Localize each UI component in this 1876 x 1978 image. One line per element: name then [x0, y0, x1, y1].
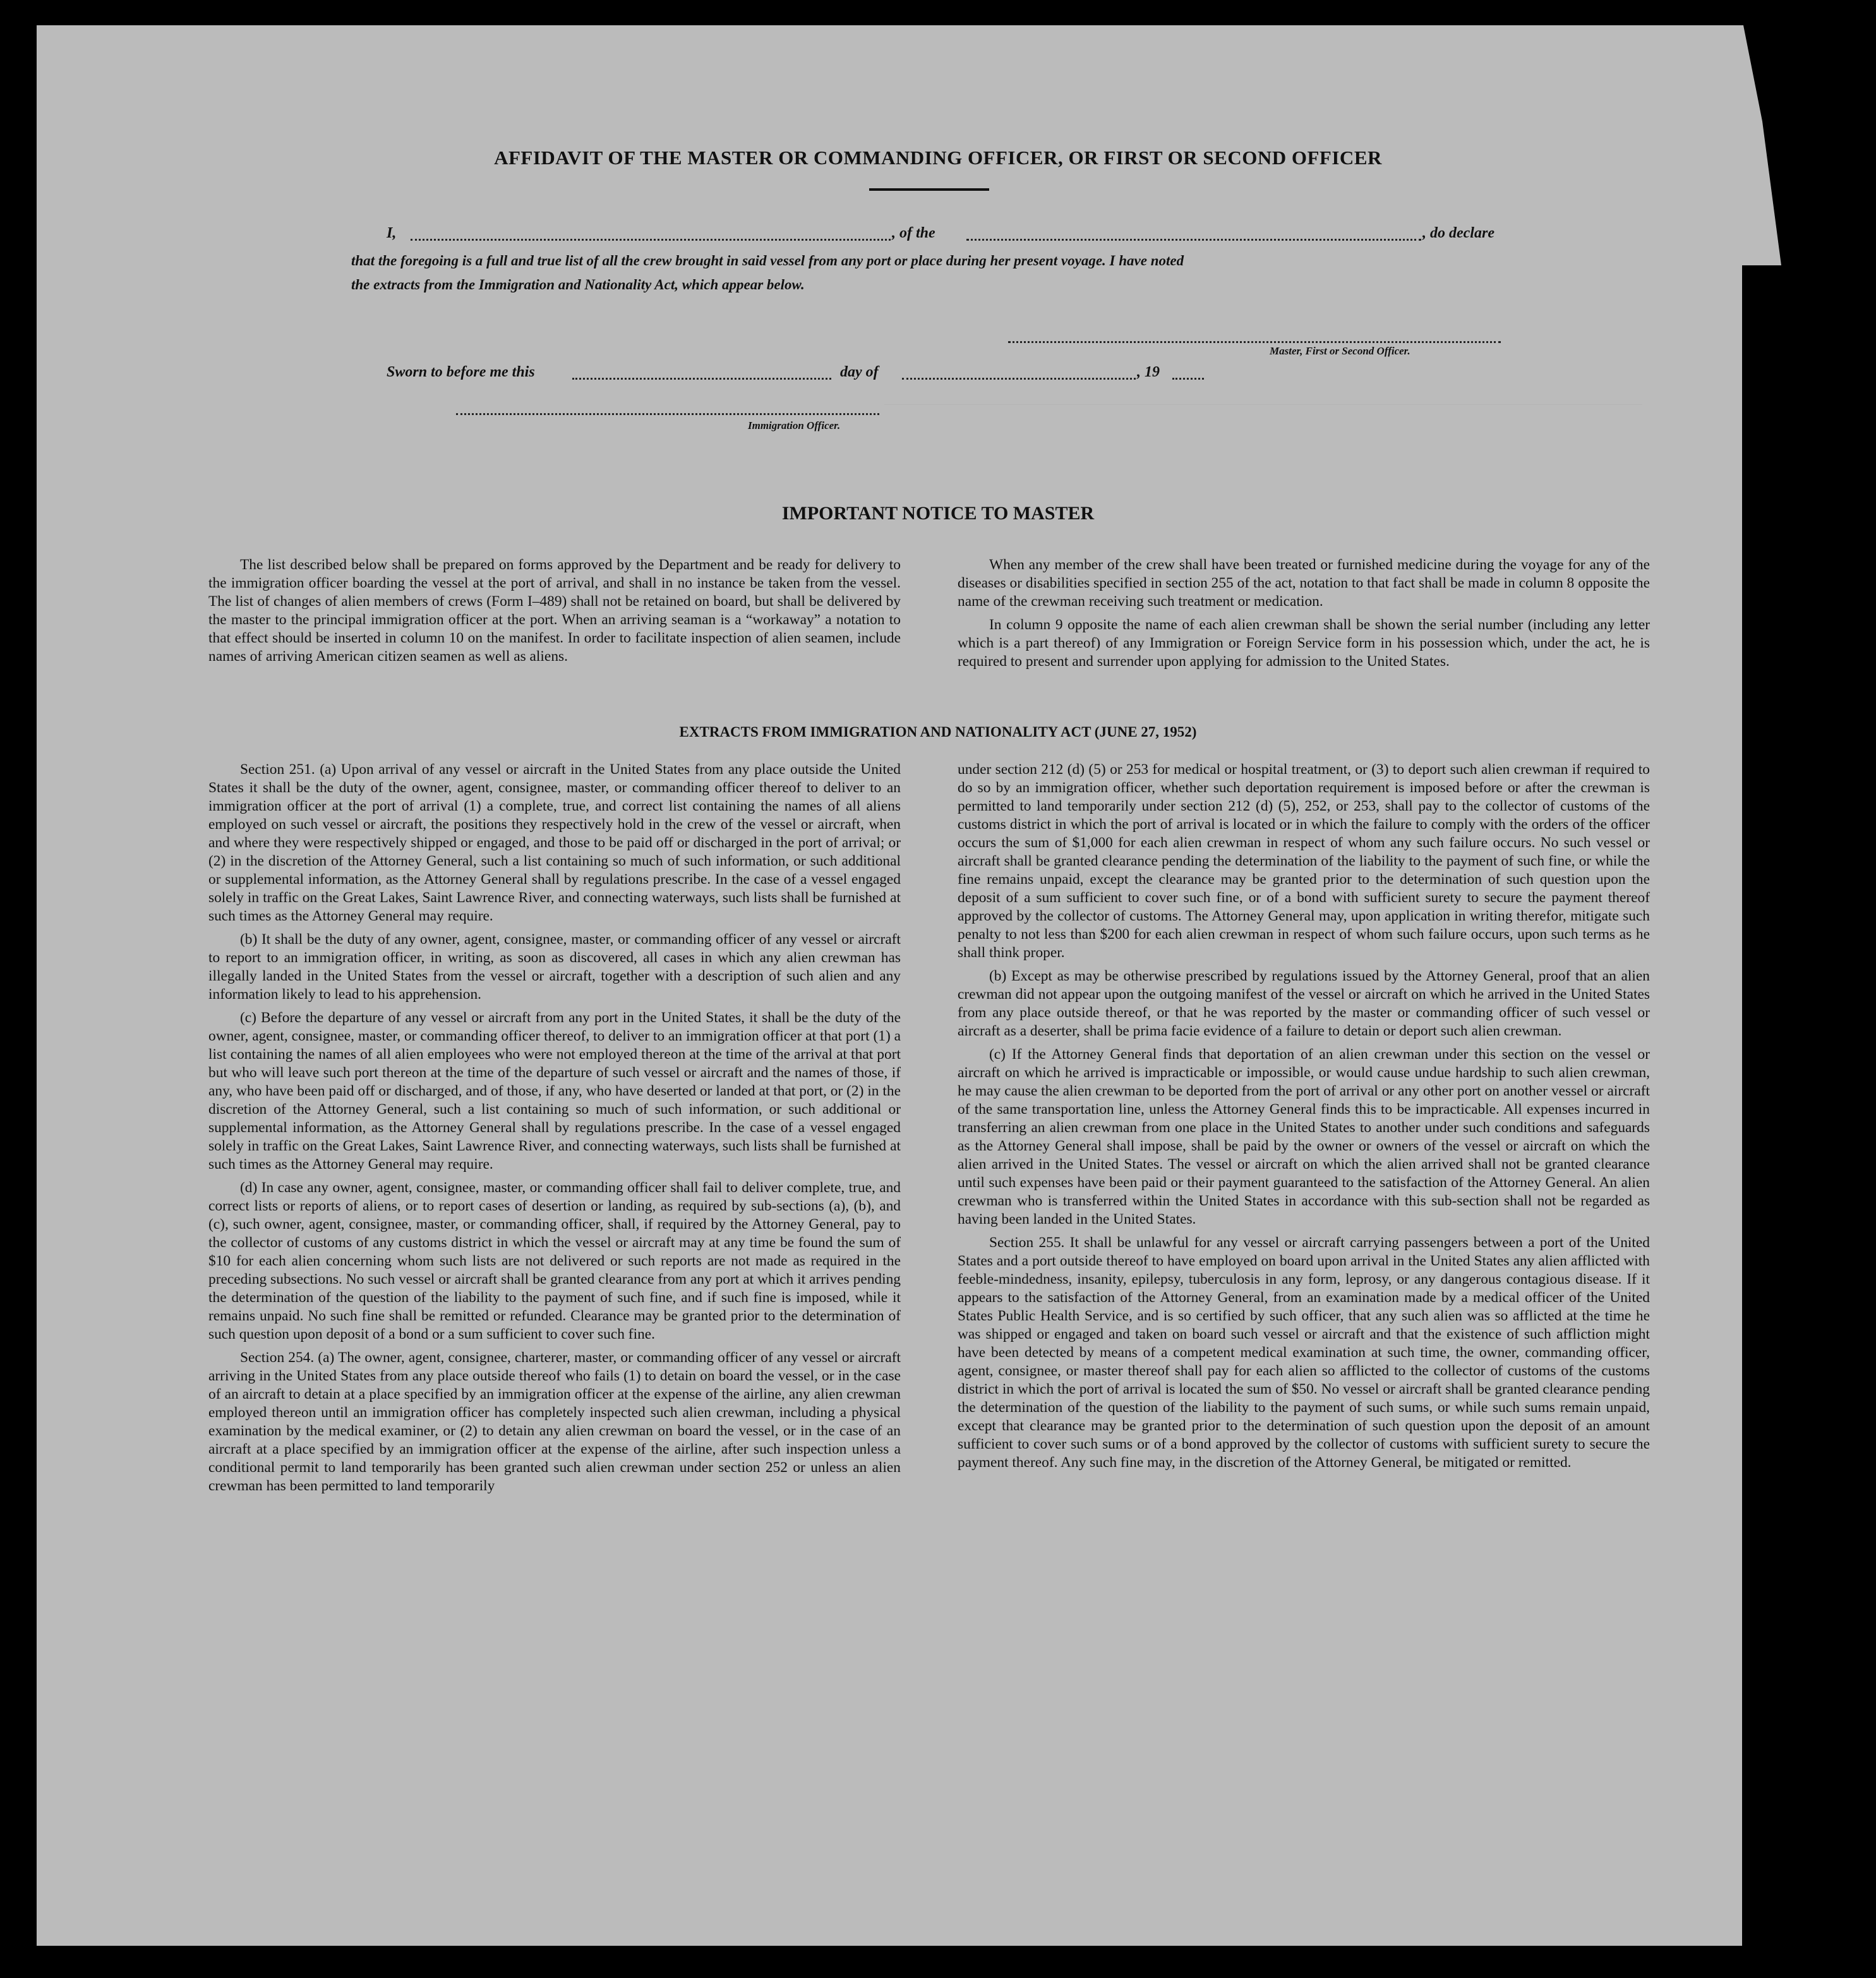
punch-hole	[1791, 303, 1822, 334]
notice-right-column	[958, 556, 1650, 676]
extracts-left-column	[208, 761, 901, 1500]
extract-paragraph: (d) In case any owner, agent, consignee, master, or commanding officer shall fail to deliver complete, true, and correct lists or reports of aliens, or to report cases of desertion or landing, as required by sub-sections (a), (b), and (c), such owner, agent, consignee, master, or commanding officer, shall, if required by the Attorney General, pay to the collector of customs of any customs district in which the vessel or aircraft may at any time be found the sum of $10 for each alien concerning whom such lists are not delivered or such reports are not made as required in the preceding subsections. No such vessel or aircraft shall be granted clearance from any port at which it arrives pending the determination of the question of the liability to the payment of such fine, and if such fine is imposed, while it remains unpaid. No such fine shall be remitted or refunded. Clearance may be granted prior to the determination of such question upon deposit of a bond or a sum sufficient to cover such fine.	[208, 1179, 901, 1342]
master-signature-field[interactable]	[1008, 341, 1501, 343]
extracts-right-column	[958, 761, 1650, 1477]
extract-paragraph: (c) Before the departure of any vessel or aircraft from any port in the United States, it shall be the duty of the owner, agent, consignee, master, or commanding officer thereof, to deliver to an immigration officer at that port (1) a list containing the names of all alien employees who were not employed thereon at the time of the arrival at that port but who will leave such port thereon at the time of the departure of such vessel or aircraft and the names of those, if any, who have been paid off or discharged, and of those, if any, who have deserted or landed at that port, or (2) in the discretion of the Attorney General, such a list containing so much of such information, or such additional or supplemental information, as the Attorney General shall by regulations prescribe. In the case of a vessel engaged solely in traffic on the Great Lakes, Saint Lawrence River, and connecting waterways, such lists shall be furnished at such times as the Attorney General may require.	[208, 1010, 901, 1173]
extract-paragraph: (c) If the Attorney General finds that deportation of an alien crewman under this section on the vessel or aircraft on which he arrived is impracticable or impossible, or would cause undue hardship to such alien crewman, he may cause the alien crewman to be deported from the port of arrival or any other port on another vessel or aircraft of the same transportation line, unless the Attorney General finds this to be impracticable. All expenses incurred in transferring an alien crewman from one place in the United States to another under such conditions and safeguards as the Attorney General shall impose, shall be paid by the owner or owners of the vessel or aircraft on which the alien arrived in the United States. The vessel or aircraft on which the alien arrived shall not be granted clearance until such expenses have been paid or their payment guaranteed to the satisfaction of the Attorney General. An alien crewman who is transferred within the United States in accordance with this sub-section shall not be regarded as having been landed in the United States.	[958, 1046, 1650, 1227]
day-of-label: day of	[840, 364, 879, 380]
affidavit-do-declare: , do declare	[1422, 225, 1494, 241]
notice-left-paragraph: The list described below shall be prepared on forms approved by the Department and be ready for delivery to the immigration officer boarding the vessel at the port of arrival, and shall in no instance be taken from the vessel. The list of changes of alien members of crews (Form I–489) shall not be retained on board, but shall be delivered by the master to the principal immigration officer at the port. When an arriving seaman is a “workaway” a notation to that effect should be inserted in column 10 on the manifest. In order to facilitate inspection of alien seamen, include names of arriving American citizen seamen as well as aliens.	[208, 557, 901, 665]
immigration-officer-label: Immigration Officer.	[748, 419, 841, 431]
master-signature-label: Master, First or Second Officer.	[1270, 345, 1410, 357]
extract-paragraph: Section 254. (a) The owner, agent, consignee, charterer, master, or commanding officer of any vessel or aircraft arriving in the United States from any place outside thereof who fails (1) to detain on board the vessel, or in the case of an aircraft to detain at a place specified by an immigration officer at the expense of the airline, any alien crewman employed thereon until an immigration officer has completely inspected such alien crewman, including a physical examination by the medical examiner, or (2) to detain any alien crewman on board the vessel, or in the case of an aircraft at a place specified by an immigration officer at the expense of the airline, after such inspection unless a conditional permit to land temporarily has been granted such alien crewman under section 252 or unless an alien crewman has been permitted to land temporarily	[208, 1349, 901, 1494]
notice-left-column	[208, 556, 901, 671]
name-field[interactable]	[411, 239, 891, 241]
vessel-field[interactable]	[966, 239, 1421, 241]
extract-paragraph: under section 212 (d) (5) or 253 for medical or hospital treatment, or (3) to deport such alien crewman if required to do so by an immigration officer, whether such deportation requirement is imposed before or after the crewman is permitted to land temporarily under section 212 (d) (5), 252, or 253, shall pay to the collector of customs of the customs district in which the port of arrival is located or in which the failure to comply with the orders of the officer occurs the sum of $1,000 for each alien crewman in respect of whom any such failure occurs. No such vessel or aircraft shall be granted clearance pending the determination of the liability to the payment of such fine, or while the fine remains unpaid, except the clearance may be granted prior to the determination of such question upon the deposit of a sum sufficient to cover such fine, or of a bond with sufficient surety to secure the payment thereof approved by the collector of customs. The Attorney General may, upon application in writing therefor, mitigate such penalty to not less than $200 for each alien crewman in respect of whom such failure occurs, upon such terms as he shall think proper.	[958, 761, 1650, 961]
punch-hole	[1788, 1152, 1818, 1183]
sworn-day-field[interactable]	[572, 378, 831, 380]
extracts-title: EXTRACTS FROM IMMIGRATION AND NATIONALITY ACT (JUNE 27, 1952)	[679, 724, 1197, 740]
punch-hole	[1788, 1381, 1818, 1411]
notice-right-paragraph-2: In column 9 opposite the name of each alien crewman shall be shown the serial number (including any letter which is a part thereof) of any Immigration or Foreign Service form in his possession which, under the act, he is required to present and surrender upon applying for admission to the United States.	[958, 617, 1650, 670]
punch-hole	[1791, 608, 1822, 638]
extract-paragraph: (b) Except as may be otherwise prescribed by regulations issued by the Attorney General, proof that an alien crewman did not appear upon the outgoing manifest of the vessel or aircraft on which he arrived in the United States from any place outside thereof, or that he was reported by the master or commanding officer of such vessel or aircraft as a deserter, shall be prima facie evidence of a failure to detain or deport such alien crewman.	[958, 968, 1650, 1039]
extract-paragraph: (b) It shall be the duty of any owner, agent, consignee, master, or commanding officer of any vessel or aircraft to report to an immigration officer, in writing, as soon as discovered, all cases in which any alien crewman has illegally landed in the United States from the vessel or aircraft, together with a description of such alien and any information likely to lead to his apprehension.	[208, 931, 901, 1003]
torn-paper-corner	[1705, 25, 1781, 265]
title-rule	[869, 188, 989, 191]
punch-hole	[1788, 1776, 1818, 1807]
immigration-officer-signature-field[interactable]	[456, 413, 879, 415]
sworn-month-field[interactable]	[902, 378, 1136, 380]
punch-hole	[1788, 1683, 1818, 1713]
affidavit-i-label: I,	[387, 225, 397, 241]
affidavit-of-the: , of the	[892, 225, 935, 241]
affidavit-title: AFFIDAVIT OF THE MASTER OR COMMANDING OFFICER, OR FIRST OR SECOND OFFICER	[494, 147, 1382, 169]
punch-hole	[1788, 1280, 1818, 1310]
sworn-year-field[interactable]	[1172, 378, 1204, 380]
sworn-label: Sworn to before me this	[387, 364, 535, 380]
affidavit-line-2: that the foregoing is a full and true list of all the crew brought in said vessel from any port or place during her present voyage. I have noted	[351, 253, 1184, 268]
notice-title: IMPORTANT NOTICE TO MASTER	[781, 503, 1095, 524]
notice-right-paragraph-1: When any member of the crew shall have been treated or furnished medicine during the voyage for any of the diseases or disabilities specified in section 255 of the act, notation to that fact shall be made in column 8 opposite the name of the crewman receiving such treatment or medication.	[958, 557, 1650, 610]
year-prefix-label: , 19	[1137, 364, 1160, 380]
affidavit-line-3: the extracts from the Immigration and Nationality Act, which appear below.	[351, 277, 805, 292]
extract-paragraph: Section 251. (a) Upon arrival of any vessel or aircraft in the United States from any place outside the United States it shall be the duty of the owner, agent, consignee, master, or commanding officer thereof to deliver to an immigration officer at the port of arrival (1) a complete, true, and correct list containing the names of all aliens employed on such vessel or aircraft, the positions they respectively hold in the crew of the vessel or aircraft, when and where they were respectively shipped or engaged, and those to be paid off or discharged in the port of arrival; or (2) in the discretion of the Attorney General, such a list containing so much of such information, or such additional or supplemental information, as the Attorney General shall by regulations prescribe. In the case of a vessel engaged solely in traffic on the Great Lakes, Saint Lawrence River, and connecting waterways, such lists shall be furnished at such times as the Attorney General may require.	[208, 761, 901, 924]
extract-paragraph: Section 255. It shall be unlawful for any vessel or aircraft carrying passengers between a port of the United States and a port outside thereof to have employed on board upon arrival in the United States any alien afflicted with feeble-mindedness, insanity, epilepsy, tuberculosis in any form, leprosy, or any dangerous contagious disease. If it appears to the satisfaction of the Attorney General, from an examination made by a medical officer of the United States Public Health Service, and is so certified by such officer, that any such alien was so afflicted at the time he was shipped or engaged and taken on board such vessel or aircraft and that the existence of such affliction might have been detected by means of a competent medical examination at such time, the owner, commanding officer, agent, consignee, or master thereof shall pay for each alien so afflicted to the collector of customs of the customs district in which the port of arrival is located the sum of $50. No vessel or aircraft shall be granted clearance pending the determination of the question of the liability to the payment of such sums, or while such sums remain unpaid, except that clearance may be granted prior to the determination of such question upon the deposit of an amount sufficient to cover such sums or of a bond approved by the collector of customs with sufficient surety to secure the payment thereof. Any such fine may, in the discretion of the Attorney General, be mitigated or remitted.	[958, 1234, 1650, 1471]
